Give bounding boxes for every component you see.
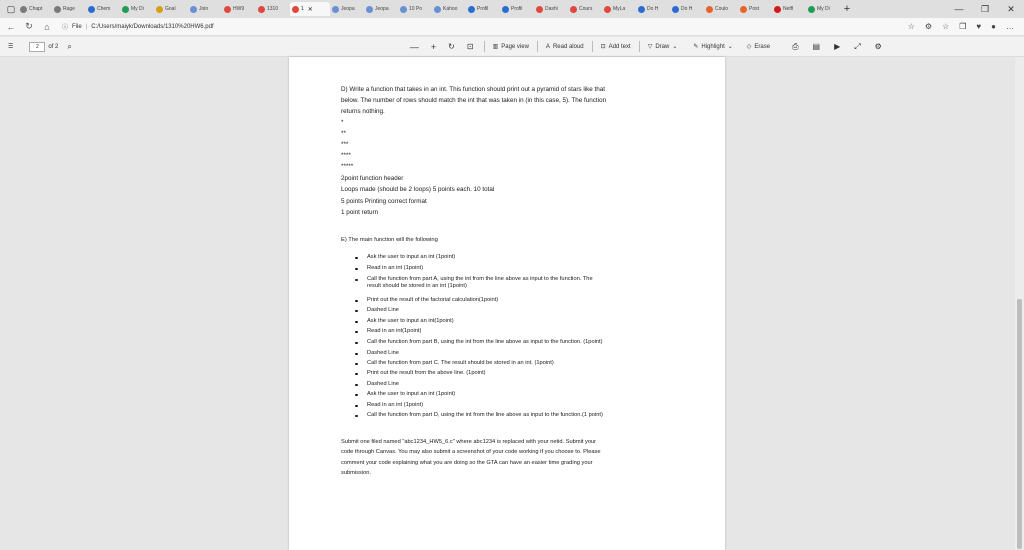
search-icon[interactable]: ⌕	[67, 41, 72, 51]
bullet-item: Print out the result of the factorial calculation(1point)	[367, 297, 499, 303]
read-aloud-button[interactable]	[546, 44, 584, 50]
pdf-viewer[interactable]	[0, 57, 1024, 550]
page-total: of 2	[48, 43, 59, 50]
bullet-item: Read in an int(1point)	[367, 328, 422, 334]
read-aloud-label: Read aloud	[552, 43, 584, 50]
bullet-icon	[355, 268, 358, 271]
bullet-icon	[355, 384, 358, 387]
url-separator: |	[85, 23, 88, 30]
bullet-icon	[355, 405, 358, 408]
browser-tab[interactable]	[18, 2, 52, 16]
tab-favicon-icon	[706, 6, 713, 13]
tab-favicon-icon	[638, 6, 645, 13]
star-row: ****	[341, 152, 351, 159]
pdf-actions	[792, 42, 882, 52]
submit-text: code through Canvas. You may also submit a screenshot of your code working if you choose to. Please	[341, 449, 601, 455]
print-icon[interactable]: ⎙	[792, 41, 799, 51]
tab-favicon-icon	[434, 6, 441, 13]
tab-label: Chapt	[29, 6, 43, 12]
bullet-icon	[355, 279, 358, 282]
address-bar	[0, 18, 1024, 36]
bullet-item: Dashed Line	[367, 381, 399, 387]
browser-tab[interactable]	[568, 2, 602, 16]
chevron-down-icon: ⌄	[727, 44, 733, 50]
divider	[484, 41, 485, 52]
tab-label: Profil	[511, 6, 523, 12]
tab-favicon-icon	[292, 6, 299, 13]
draw-icon: ▽	[647, 44, 653, 50]
tab-favicon-icon	[190, 6, 197, 13]
browser-tab[interactable]	[52, 2, 86, 16]
new-tab-button[interactable]: +	[843, 3, 851, 15]
bullet-item: Call the function from part B, using the int from the line above as input to the function. (1point)	[367, 339, 603, 345]
page-nav	[29, 42, 72, 52]
section-e-title: E) The main function will the following	[341, 237, 438, 243]
url-path: C:/Users/maiyk/Downloads/1310%20HW6.pdf	[91, 23, 214, 30]
bullet-icon	[355, 300, 358, 303]
tab-label: My Di	[817, 6, 830, 12]
browser-tab[interactable]	[636, 2, 670, 16]
browser-tab[interactable]	[330, 2, 364, 16]
extension-icon[interactable]: ⚙	[924, 22, 933, 31]
tab-favicon-icon	[400, 6, 407, 13]
page-current: 2	[36, 43, 39, 50]
tab-label: Join	[199, 6, 209, 12]
browser-tab[interactable]	[398, 2, 432, 16]
page-number-input[interactable]	[29, 42, 45, 52]
tab-favicon-icon	[156, 6, 163, 13]
add-text-button[interactable]	[601, 43, 631, 50]
rotate-icon[interactable]: ↻	[448, 42, 455, 51]
tab-favicon-icon	[570, 6, 577, 13]
tab-favicon-icon	[740, 6, 747, 13]
contents-icon[interactable]: ☰	[8, 44, 14, 50]
tab-favicon-icon	[672, 6, 679, 13]
star-row: **	[341, 130, 346, 137]
draw-label: Draw	[655, 43, 670, 50]
bullet-item: Call the function from part A, using the int from the line above as input to the function. The	[367, 276, 593, 282]
browser-tab[interactable]	[670, 2, 704, 16]
tab-favicon-icon	[332, 6, 339, 13]
tab-label: Coulo	[715, 6, 729, 12]
grading-line: 2point function header	[341, 175, 404, 182]
tab-favicon-icon	[258, 6, 265, 13]
browser-tab[interactable]	[188, 2, 222, 16]
tab-label: Jeopa	[341, 6, 355, 12]
star-row: *****	[341, 163, 354, 170]
erase-label: Erase	[754, 43, 771, 50]
highlight-icon: ✎	[693, 44, 699, 50]
profile-icon[interactable]: ●	[991, 22, 996, 31]
share-icon[interactable]: ⤢	[854, 41, 861, 51]
tab-label: Jeopa	[375, 6, 389, 12]
tab-favicon-icon	[774, 6, 781, 13]
tab-strip	[18, 2, 840, 16]
grading-line: 1 point return	[341, 209, 379, 216]
fit-page-icon[interactable]: ⊡	[466, 42, 474, 51]
bullet-item: Call the function from part D, using the int from the line above as input to the function.(1 point)	[367, 412, 603, 418]
tab-label: Do H	[681, 6, 693, 12]
bullet-icon	[355, 257, 358, 260]
url-scheme: File	[72, 23, 82, 30]
browser-tab[interactable]	[222, 2, 256, 16]
submit-text: submission.	[341, 470, 372, 476]
tab-active[interactable]	[290, 2, 330, 16]
tab-favicon-icon	[224, 6, 231, 13]
vertical-scrollbar[interactable]	[1015, 57, 1024, 550]
tab-label: Do H	[647, 6, 659, 12]
bullet-item: Dashed Line	[367, 307, 399, 313]
browser-tab[interactable]	[120, 2, 154, 16]
minimize-icon[interactable]: —	[954, 3, 964, 14]
browser-tab[interactable]	[466, 2, 500, 16]
browser-tab[interactable]	[738, 2, 772, 16]
close-window-icon[interactable]: ✕	[1007, 3, 1015, 14]
url-field[interactable]	[62, 22, 214, 31]
divider	[639, 41, 640, 52]
add-text-icon: ⊡	[600, 44, 606, 50]
browser-tab[interactable]	[86, 2, 120, 16]
bullet-icon	[355, 331, 358, 334]
page-view-button[interactable]	[493, 43, 529, 50]
zoom-in-icon[interactable]: +	[430, 41, 437, 52]
back-icon[interactable]: ←	[6, 21, 16, 32]
pdf-toolbar	[0, 37, 1024, 57]
window-controls	[946, 4, 1024, 15]
divider	[537, 41, 538, 52]
tab-favicon-icon	[502, 6, 509, 13]
save-as-icon[interactable]: ▶	[834, 42, 841, 51]
bullet-item: Ask the user to input an int (1point)	[367, 254, 456, 260]
tab-label: Chem	[97, 6, 111, 12]
bullet-item: Ask the user to input an int (1point)	[367, 391, 456, 397]
doc-text: below. The number of rows should match the int that was taken in (in this case, 5). The function	[341, 97, 607, 104]
draw-button[interactable]	[648, 43, 678, 50]
tab-label: Goal	[165, 6, 176, 12]
tab-label: MyLa	[613, 6, 626, 12]
erase-icon: ◇	[746, 44, 752, 50]
tab-favicon-icon	[54, 6, 61, 13]
bullet-item: Dashed Line	[367, 350, 399, 356]
browser-tab[interactable]	[364, 2, 398, 16]
bullet-icon	[355, 363, 358, 366]
restore-icon[interactable]: ❐	[980, 3, 990, 14]
browser-tab[interactable]	[154, 2, 188, 16]
star-row: *	[341, 119, 344, 126]
zoom-controls	[410, 42, 474, 52]
add-text-label: Add text	[608, 43, 631, 50]
read-aloud-icon: A	[545, 43, 550, 50]
chevron-down-icon: ⌄	[672, 44, 678, 50]
bullet-item: Read in an int (1point)	[367, 402, 423, 408]
browser-tab[interactable]	[704, 2, 738, 16]
tab-favicon-icon	[604, 6, 611, 13]
info-icon: ⓘ	[62, 25, 69, 31]
save-icon[interactable]: ▤	[812, 42, 821, 51]
home-icon[interactable]: ⌂	[44, 21, 50, 32]
tab-label: Rage	[63, 6, 75, 12]
page-view-icon: ▥	[492, 44, 499, 50]
bullet-icon	[355, 342, 358, 345]
tab-label: HW9	[233, 6, 245, 12]
tab-label: My Di	[131, 6, 144, 12]
tab-label: Dashi	[545, 6, 558, 12]
browser-tab[interactable]	[772, 2, 806, 16]
refresh-icon[interactable]: ↻	[25, 21, 33, 31]
browser-tab[interactable]	[602, 2, 636, 16]
bullet-item: Call the function from part C. The result should be stored in an int. (1point)	[367, 360, 554, 366]
tab-label: 10 Po	[409, 6, 423, 12]
scrollbar-thumb[interactable]	[1017, 299, 1022, 549]
erase-button[interactable]	[747, 43, 770, 50]
grading-line: 5 points Printing correct format	[341, 198, 427, 205]
tab-favicon-icon	[808, 6, 815, 13]
tab-label: Cours	[579, 6, 593, 12]
bullet-icon	[355, 310, 358, 313]
tab-favicon-icon	[536, 6, 543, 13]
grading-line: Loops made (should be 2 loops) 5 points each. 10 total	[341, 186, 495, 193]
bullet-item: Ask the user to input an int(1point)	[367, 318, 454, 324]
browser-tab[interactable]	[500, 2, 534, 16]
favorite-icon[interactable]: ☆	[907, 22, 915, 31]
browser-actions	[908, 22, 1014, 31]
page-view-label: Page view	[501, 43, 529, 50]
settings-icon[interactable]: ⚙	[874, 42, 882, 51]
bullet-icon	[355, 373, 358, 376]
tab-label: Kahoo	[443, 6, 458, 12]
highlight-label: Highlight	[701, 43, 725, 50]
browser-tab[interactable]	[534, 2, 568, 16]
bullet-icon	[355, 394, 358, 397]
bullet-continuation: result should be stored in an int (1point)	[367, 283, 467, 289]
bullet-icon	[355, 353, 358, 356]
highlight-button[interactable]	[693, 43, 732, 50]
favorites-icon[interactable]: ☆	[942, 22, 950, 31]
bullet-icon	[355, 321, 358, 324]
close-tab-icon[interactable]: ✕	[307, 6, 313, 13]
heart-icon[interactable]: ♥	[976, 22, 982, 31]
more-icon[interactable]: …	[1006, 22, 1014, 31]
pdf-page	[289, 57, 725, 550]
tab-label: 1310	[267, 6, 279, 12]
doc-text: D) Write a function that takes in an int. This function should print out a pyramid of stars like that	[341, 86, 606, 93]
browser-tab[interactable]	[256, 2, 290, 16]
tab-bar	[0, 0, 1024, 18]
submit-text: comment your code explaining what you are doing so the GTA can have an easier time grading your	[341, 460, 593, 466]
tab-favicon-icon	[20, 6, 27, 13]
doc-text: returns nothing.	[341, 108, 385, 115]
tab-favicon-icon	[122, 6, 129, 13]
divider	[592, 41, 593, 52]
zoom-out-icon[interactable]: —	[409, 41, 419, 52]
browser-tab[interactable]	[432, 2, 466, 16]
tab-favicon-icon	[88, 6, 95, 13]
submit-text: Submit one filed named "abc1234_HW5_6.c" where abc1234 is replaced with your netid. Submit your	[341, 439, 597, 445]
bullet-item: Print out the result from the above line. (1point)	[367, 370, 486, 376]
star-row: ***	[341, 141, 349, 148]
collections-icon[interactable]: ❒	[959, 22, 967, 31]
tab-label: Post	[749, 6, 760, 12]
tab-label: Netfl	[783, 6, 794, 12]
tab-favicon-icon	[468, 6, 475, 13]
tab-favicon-icon	[366, 6, 373, 13]
window-menu-icon[interactable]: ▢	[6, 3, 16, 14]
tab-label: Profil	[477, 6, 489, 12]
browser-tab[interactable]	[806, 2, 840, 16]
bullet-item: Read in an int (1point)	[367, 265, 423, 271]
bullet-icon	[355, 415, 358, 418]
tab-label: 1	[301, 6, 304, 12]
